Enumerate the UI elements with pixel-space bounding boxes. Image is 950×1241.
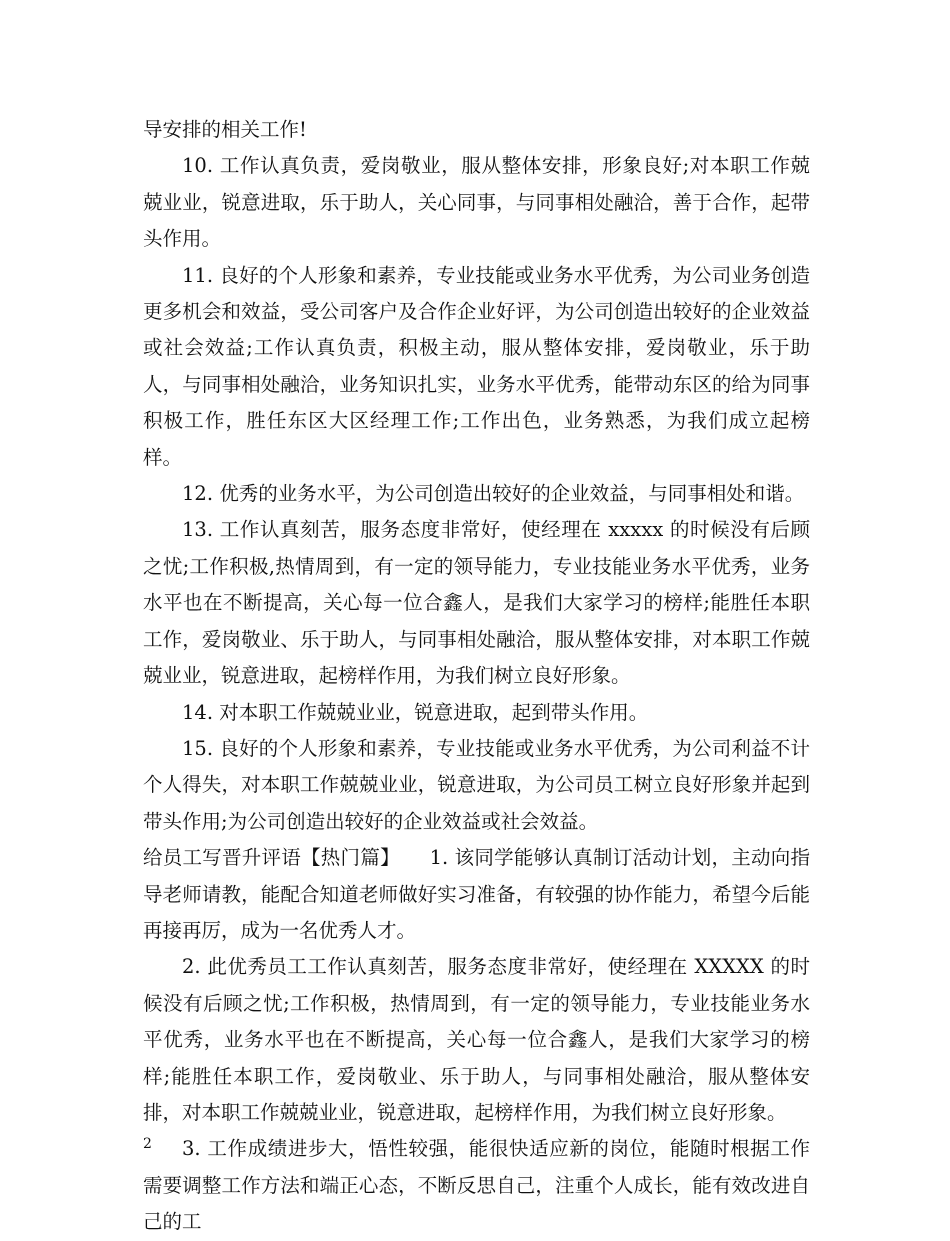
paragraph: 3. 工作成绩进步大，悟性较强，能很快适应新的岗位，能随时根据工作需要调整工作方法和端正心态，不断反思自己，注重个人成长，能有效改进自己的工 <box>143 1137 810 1234</box>
paragraph: 12. 优秀的业务水平，为公司创造出较好的企业效益，与同事相处和谐。 <box>182 482 805 506</box>
paragraph: 2. 此优秀员工工作认真刻苦，服务态度非常好，使经理在 XXXXX 的时候没有后顾之忧;工作积极，热情周到，有一定的领导能力，专业技能业务水平优秀，业务水平也在不断提高，关心每一位合鑫人，是我们大家学习的榜样;能胜任本职工作，爱岗敬业、乐于助人，与同事相处融洽，服从整体安排，对本职工作兢兢业业，锐意进取，起榜样作用，为我们树立良好形象。 <box>143 955 810 1124</box>
document-body <box>143 112 810 1241</box>
paragraph: 13. 工作认真刻苦，服务态度非常好，使经理在 xxxxx 的时候没有后顾之忧;工作积极,热情周到，有一定的领导能力，专业技能业务水平优秀，业务水平也在不断提高，关心每一位合鑫人，是我们大家学习的榜样;能胜任本职工作，爱岗敬业、乐于助人，与同事相处融洽，服从整体安排，对本职工作兢兢业业，锐意进取，起榜样作用，为我们树立良好形象。 <box>143 518 810 688</box>
page-number: 2 <box>143 1136 152 1152</box>
paragraph: 10. 工作认真负责，爱岗敬业，服从整体安排，形象良好;对本职工作兢兢业业，锐意进取，乐于助人，关心同事，与同事相处融洽，善于合作，起带头作用。 <box>143 154 810 251</box>
paragraph: 14. 对本职工作兢兢业业，锐意进取，起到带头作用。 <box>182 700 649 724</box>
paragraph: 11. 良好的个人形象和素养，专业技能或业务水平优秀，为公司业务创造更多机会和效益，受公司客户及合作企业好评，为公司创造出较好的企业效益或社会效益;工作认真负责，积极主动，服从整体安排，爱岗敬业，乐于助人，与同事相处融洽，业务知识扎实，业务水平优秀，能带动东区的给为同事积极工作，胜任东区大区经理工作;工作出色，业务熟悉，为我们成立起榜样。 <box>143 263 810 469</box>
paragraph: 15. 良好的个人形象和素养，专业技能或业务水平优秀，为公司利益不计个人得失，对本职工作兢兢业业，锐意进取，为公司员工树立良好形象并起到带头作用;为公司创造出较好的企业效益或社会效益。 <box>143 736 810 833</box>
section-heading-paragraph: 给员工写晋升评语【热门篇】 1. 该同学能够认真制订活动计划，主动向指导老师请教，能配合知道老师做好实习准备，有较强的协作能力，希望今后能再接再厉，成为一名优秀人才。 <box>143 846 810 942</box>
paragraph: 导安排的相关工作! <box>143 118 307 141</box>
